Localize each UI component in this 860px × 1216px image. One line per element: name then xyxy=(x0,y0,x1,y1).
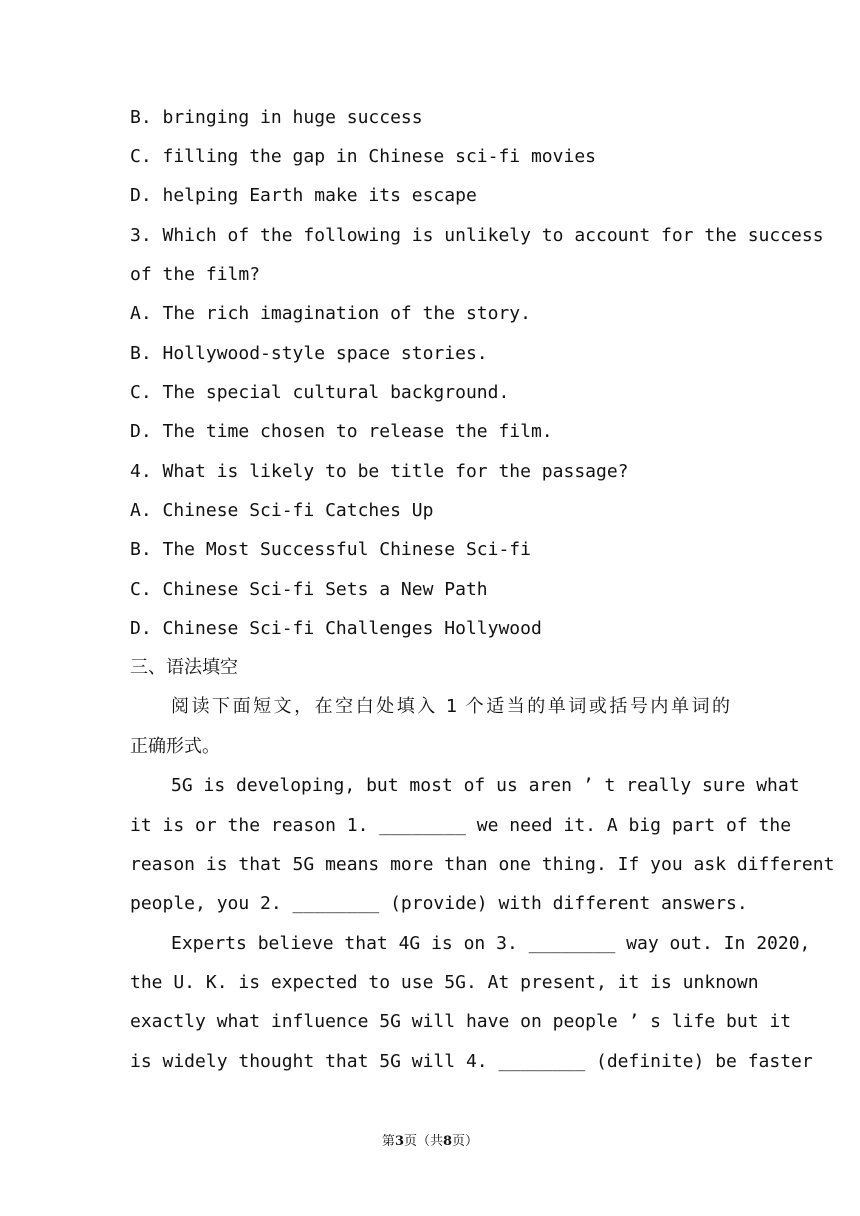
footer-page-number: 3 xyxy=(394,1134,404,1149)
question-4: 4. What is likely to be title for the passage? xyxy=(130,461,629,482)
option-3c: C. The special cultural background. xyxy=(130,382,510,403)
passage-line-4: people, you 2. ________ (provide) with different answers. xyxy=(130,893,748,914)
option-2b: B. bringing in huge success xyxy=(130,107,423,128)
footer-prefix: 第 xyxy=(381,1134,395,1149)
passage-line-1: 5G is developing, but most of us aren ’ t really sure what xyxy=(171,775,800,796)
passage-line-5: Experts believe that 4G is on 3. ________ way out. In 2020, xyxy=(171,933,811,954)
option-4d: D. Chinese Sci-fi Challenges Hollywood xyxy=(130,618,542,639)
passage-line-2: it is or the reason 1. ________ we need it. A big part of the xyxy=(130,815,792,836)
question-3-line-2: of the film? xyxy=(130,264,261,285)
option-2c: C. filling the gap in Chinese sci-fi movies xyxy=(130,146,596,167)
footer-middle: 页（共 xyxy=(403,1134,443,1149)
option-3d: D. The time chosen to release the film. xyxy=(130,421,553,442)
option-4c: C. Chinese Sci-fi Sets a New Path xyxy=(130,579,488,600)
instruction-line-1: 阅读下面短文，在空白处填入 1 个适当的单词或括号内单词的 xyxy=(171,696,730,717)
option-4b: B. The Most Successful Chinese Sci-fi xyxy=(130,539,531,560)
instruction-line-2: 正确形式。 xyxy=(130,736,220,757)
page-footer xyxy=(0,1130,860,1149)
passage-line-8: is widely thought that 5G will 4. ________ (definite) be faster xyxy=(130,1051,813,1072)
option-2d: D. helping Earth make its escape xyxy=(130,185,477,206)
question-3-line-1: 3. Which of the following is unlikely to account for the success xyxy=(130,225,824,246)
footer-total-pages: 8 xyxy=(443,1134,453,1149)
passage-line-7: exactly what influence 5G will have on people ’ s life but it xyxy=(130,1011,792,1032)
option-3b: B. Hollywood-style space stories. xyxy=(130,343,488,364)
passage-line-6: the U. K. is expected to use 5G. At present, it is unknown xyxy=(130,972,759,993)
footer-suffix: 页） xyxy=(452,1134,479,1149)
passage-line-3: reason is that 5G means more than one thing. If you ask different xyxy=(130,854,835,875)
option-3a: A. The rich imagination of the story. xyxy=(130,303,531,324)
option-4a: A. Chinese Sci-fi Catches Up xyxy=(130,500,434,521)
section-heading: 三、语法填空 xyxy=(130,657,238,678)
